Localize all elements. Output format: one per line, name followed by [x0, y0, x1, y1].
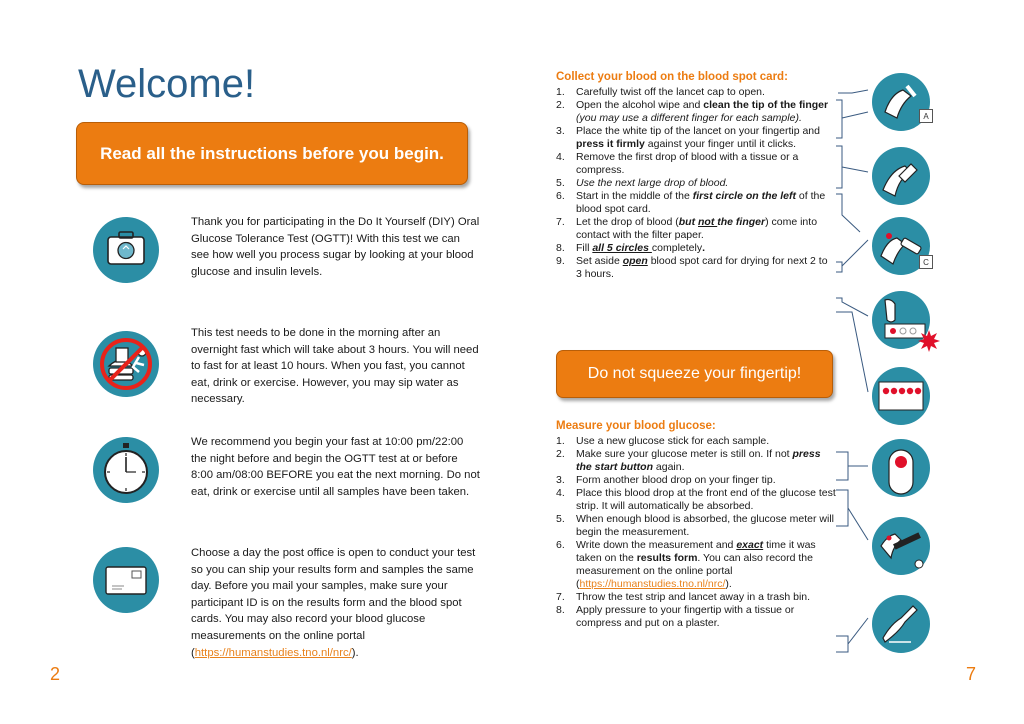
list-item: 8. Fill all 5 circles completely.: [556, 242, 706, 254]
page-number-right: 7: [966, 664, 977, 684]
fasting-paragraph: This test needs to be done in the morning after an overnight fast which will take about 3 hours. You will need to fast for at least 10 hours. When you fast, you cannot eat, drink or exercise. However, you may sip water as necessary.: [191, 327, 479, 406]
list-item: 4. Place this blood drop at the front end of the glucose test strip. It will automatically be absorbed.: [556, 487, 836, 512]
list-item: 5. Use the next large drop of blood.: [556, 177, 729, 189]
no-squeeze-text: Do not squeeze your fingertip!: [587, 365, 802, 382]
list-item: 6. Start in the middle of the first circle on the left of the blood spot card.: [556, 190, 826, 215]
shipping-suffix: ).: [351, 646, 359, 659]
write-pen-icon: [871, 594, 931, 654]
list-item: 2. Open the alcohol wipe and clean the tip of the finger (you may use a different finger for each sample).: [556, 99, 829, 124]
portal-link[interactable]: https://humanstudies.tno.nl/nrc/: [579, 578, 726, 590]
blood-spot-title: Collect your blood on the blood spot card:: [556, 71, 788, 83]
list-item: 1. Carefully twist off the lancet cap to open.: [556, 86, 765, 98]
glucose-strip-icon: [871, 516, 931, 576]
list-item: 7. Throw the test strip and lancet away in a trash bin.: [556, 591, 811, 603]
alcohol-wipe-icon: [871, 146, 931, 206]
page-title: Welcome!: [78, 62, 256, 106]
list-item: 2. Make sure your glucose meter is still on. If not press the start button again.: [556, 448, 821, 473]
lancet-twist-icon: [871, 72, 931, 132]
intro-paragraph: Thank you for participating in the Do It Yourself (DIY) Oral Glucose Tolerance Test (OGTT)! With this test we can see how well you process sugar by looking at your blood glucose and insulin levels.: [191, 216, 480, 278]
blood-splat-icon: [918, 330, 940, 352]
portal-link[interactable]: https://humanstudies.tno.nl/nrc/: [194, 646, 352, 659]
list-item: 7. Let the drop of blood (but not the finger) come into contact with the filter paper.: [556, 216, 818, 241]
schedule-paragraph: We recommend you begin your fast at 10:00 pm/22:00 the night before and begin the OGTT test at or before 8:00 am/08:00 BEFORE you eat the next morning. Do not eat, drink or exercise until all samples have been taken.: [191, 436, 480, 498]
shipping-text: Choose a day the post office is open to conduct your test so you can ship your results form and samples the same day. Before you mail your samples, make sure your participant ID is on the results form and the blood spot cards. You may also record your blood glucose measurements on the online portal (: [191, 547, 476, 659]
list-item: 8. Apply pressure to your fingertip with a tissue or compress and put on a plaster.: [556, 604, 795, 629]
list-item: 3. Place the white tip of the lancet on your fingertip and press it firmly against your finger until it clicks.: [556, 125, 820, 150]
instructions-banner-text: Read all the instructions before you begin.: [100, 143, 444, 163]
tag-a: A: [919, 109, 933, 123]
list-item: 6. Write down the measurement and exact time it was taken on the results form. You can also record the measurement on the online portal (https://humanstudies.tno.nl/nrc/).: [556, 539, 816, 590]
list-item: 4. Remove the first drop of blood with a tissue or a compress.: [556, 151, 799, 176]
fingertip-drop-icon: [871, 438, 931, 498]
list-item: 9. Set aside open blood spot card for drying for next 2 to 3 hours.: [556, 255, 828, 280]
filled-card-icon: [871, 366, 931, 426]
list-item: 3. Form another blood drop on your finger tip.: [556, 474, 776, 486]
glucose-title: Measure your blood glucose:: [556, 420, 716, 432]
list-item: 1. Use a new glucose stick for each sample.: [556, 435, 770, 447]
page-number-left: 2: [50, 664, 61, 684]
tag-c: C: [919, 255, 933, 269]
list-item: 5. When enough blood is absorbed, the glucose meter will begin the measurement.: [556, 513, 834, 538]
